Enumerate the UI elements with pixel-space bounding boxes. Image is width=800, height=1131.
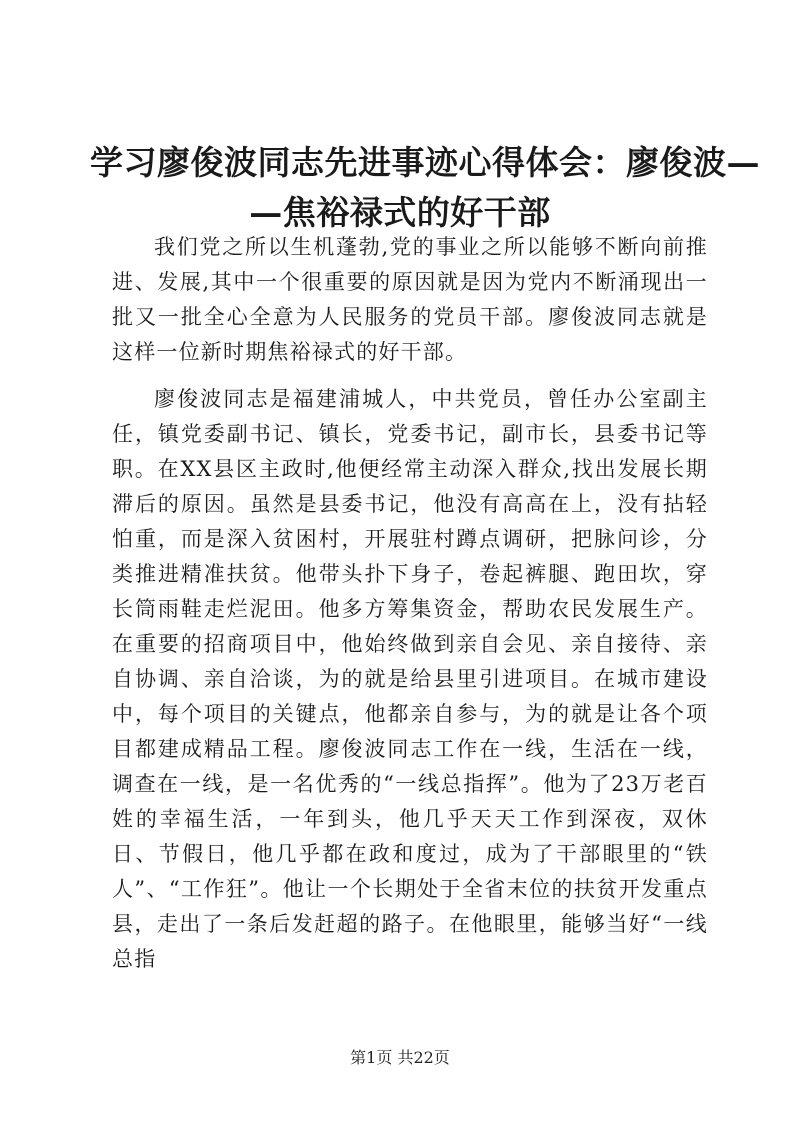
body-paragraph-2: 廖俊波同志是福建浦城人，中共党员，曾任办公室副主任，镇党委副书记、镇长，党委书记，副市长，县委书记等职。在XX县区主政时,他便经常主动深入群众,找出发展长期滞后的原因。虽然是县委书记，他没有高高在上，没有拈轻怕重，而是深入贫困村，开展驻村蹲点调研，把脉问诊，分类推进精准扶贫。他带头扑下身子，卷起裤腿、跑田坎，穿长筒雨鞋走烂泥田。他多方筹集资金，帮助农民发展生产。在重要的招商项目中，他始终做到亲自会见、亲自接待、亲自协调、亲自洽谈，为的就是给县里引进项目。在城市建设中，每个项目的关键点，他都亲自参与，为的就是让各个项目都建成精品工程。廖俊波同志工作在一线，生活在一线，调查在一线，是一名优秀的“一线总指挥”。他为了23万老百姓的幸福生活，一年到头，他几乎天天工作到深夜，双休日、节假日，他几乎都在政和度过，成为了干部眼里的“铁人”、“工作狂”。他让一个长期处于全省末位的扶贫开发重点县，走出了一条后发赶超的路子。在他眼里，能够当好“一线总指 bbox=[112, 387, 708, 971]
document-title-line-1: 学习廖俊波同志先进事迹心得体会：廖俊波— bbox=[90, 143, 760, 182]
body-paragraph-1: 我们党之所以生机蓬勃,党的事业之所以能够不断向前推进、发展,其中一个很重要的原因就是因为党内不断涌现出一批又一批全心全意为人民服务的党员干部。廖俊波同志就是这样一位新时期焦裕禄式的好干部。 bbox=[112, 235, 708, 364]
document-title-line-2: —焦裕禄式的好干部 bbox=[249, 193, 551, 232]
page-number-footer: 第1页 共22页 bbox=[350, 1048, 450, 1067]
document-title bbox=[90, 138, 760, 238]
document-body bbox=[112, 230, 708, 977]
